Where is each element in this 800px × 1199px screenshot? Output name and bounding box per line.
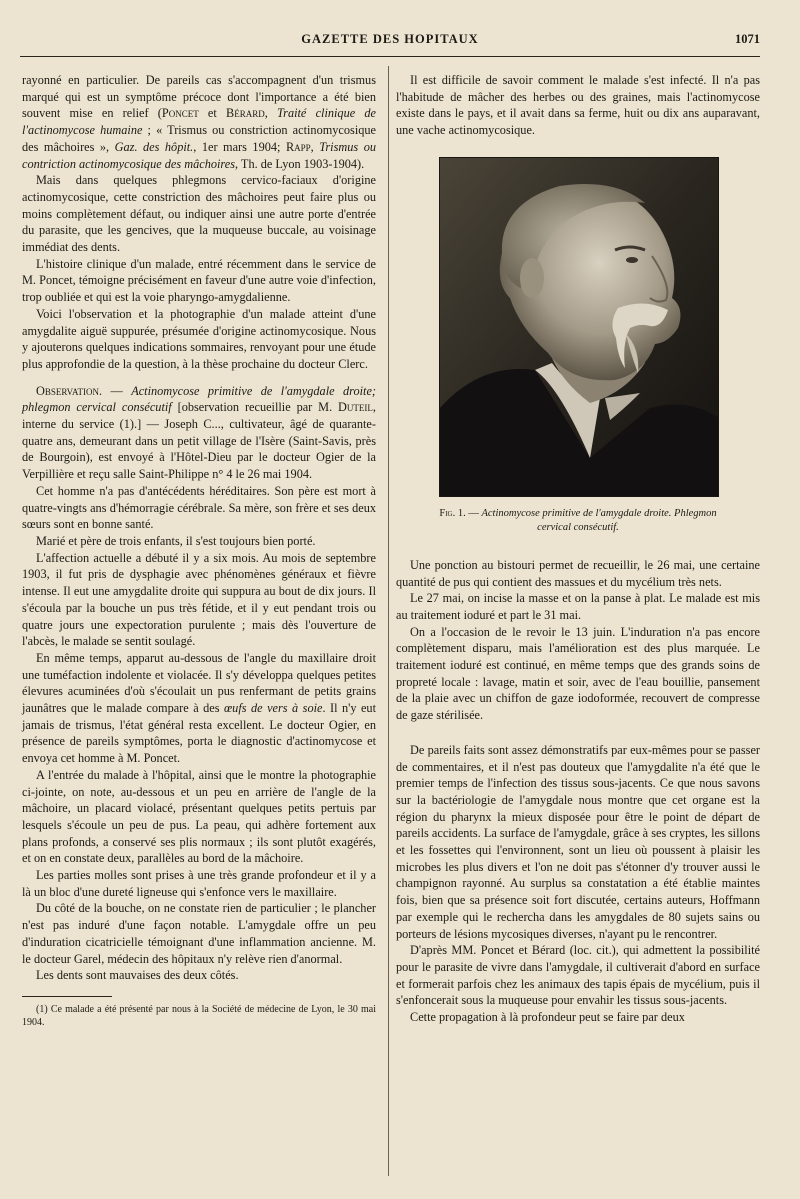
page-number: 1071 <box>735 32 760 46</box>
figure-label: Fig. 1. <box>439 507 466 519</box>
paragraph: Cet homme n'a pas d'antécédents héréditaires. Son père est mort à quatre-vingts ans d'hémorragie cérébrale. Sa mère, son frère et ses deux sœurs sont en bonne santé. <box>22 483 376 532</box>
paragraph: L'histoire clinique d'un malade, entré récemment dans le service de M. Poncet, témoigne précisément en faveur d'une autre voie d'infection, trop oubliée et qui est la voie pharyngo-amygdalienne. <box>22 256 376 305</box>
portrait-image <box>440 158 718 496</box>
paragraph: rayonné en particulier. De pareils cas s'accompagnent d'un trismus marqué qui est un symptôme précoce dont l'importance a été bien souvent mise en relief (Poncet et Bérard, Traité clinique de l'actinomycose humaine ; « Trismus ou constriction actinomycosique des mâchoires », Gaz. des hôpit., 1er mars 1904; Rapp, Trismus ou contriction actinomycosique des mâchoires, Th. de Lyon 1903-1904). <box>22 73 376 171</box>
paragraph: Les parties molles sont prises à une très grande profondeur et il y a là un bloc d'une dureté ligneuse qui s'enfonce vers le maxillaire. <box>22 868 376 899</box>
paragraph: En même temps, apparut au-dessous de l'angle du maxillaire droit une tuméfaction indolente et violacée. Il s'y développa quelques petites élevures acuminées d'où s'écoulait un pus renfermant de petits grains jaunâtres que le malade compare à des œufs de vers à soie. Il n'y eut jamais de trismus, l'état général resta excellent. Le docteur Ogier, en présence de pareils symptômes, porta le diagnostic d'actinomycose et envoya cet homme à M. Poncet. <box>22 650 376 766</box>
paragraph: L'affection actuelle a débuté il y a six mois. Au mois de septembre 1903, il fut pris de dysphagie avec phénomènes généraux et fièvre intense. Il eut une amygdalite droite qui suppura au bout de dix jours. Il s'écoula par la bouche un pus très fétide, et il y eut pendant trois ou quatre jours une expectoration purulente ; mais dès l'ouverture de l'abcès, le malade se sentit soulagé. <box>22 550 376 649</box>
paragraph: Du côté de la bouche, on ne constate rien de particulier ; le plancher n'est pas induré d'une façon notable. L'amygdale offre un peu d'induration cicatricielle témoignant d'une inflammation ancienne. M. le docteur Garel, médecin des hôpitaux n'y relève rien d'anormal. <box>22 901 376 966</box>
paragraph: On a l'occasion de le revoir le 13 juin. L'induration n'a pas encore complètement disparu, mais l'amélioration est des plus marquée. Le traitement ioduré est continué, en même temps que des grands soins de propreté locale : lavage, matin et soir, avec de l'eau bouillie, pansement de la plaie avec un chiffon de gaze iodoformée, recouvert de compresse de gaze stérilisée. <box>396 624 760 723</box>
observation-paragraph: Observation. — Actinomycose primitive de l'amygdale droite; phlegmon cervical consécutif [observation recueillie par M. Duteil, interne du service (1).] — Joseph C..., cultivateur, âgé de quarante-quatre ans, demeurant dans un petit village de l'Isère (Saint-Savis, près de Bourgoin), est envoyé à l'Hôtel-Dieu par le docteur Ogier de la Verpillière et reçu salle Saint-Philippe n° 4 le 26 mai 1904. <box>22 383 376 482</box>
patient-photograph <box>439 157 719 497</box>
footnote-rule <box>22 996 112 997</box>
paragraph: Voici l'observation et la photographie d'un malade atteint d'une amygdalite aiguë suppurée, présumée d'origine actinomycosique. Nous y ajouterons quelques indications sommaires, renvoyant pour une étude plus approfondie de la question, à la thèse prochaine du docteur Clerc. <box>22 306 376 371</box>
paragraph: A l'entrée du malade à l'hôpital, ainsi que le montre la photographie ci-jointe, on note, au-dessous et un peu en arrière de l'angle de la mâchoire, un placard violacé, présentant quelques petits pertuis par lesquels s'écoule un peu de pus. La peau, qui adhère fortement aux plans profonds, a conservé ses plis normaux ; ils sont plutôt exagérés, et on en constate deux, parallèles au bord de la mâchoire. <box>22 767 376 866</box>
right-column <box>396 72 760 1026</box>
observation-title: Actinomycose primitive de l'amygdale droite; phlegmon cervical consécutif <box>22 383 376 415</box>
paragraph: Le 27 mai, on incise la masse et on la panse à plat. Le malade est mis au traitement ioduré et part le 31 mai. <box>396 591 760 622</box>
paragraph: Mais dans quelques phlegmons cervico-faciaux d'origine actinomycosique, cette constriction des mâchoires peut faire plus ou moins complètement défaut, ou indiquer ainsi une autre porte d'entrée du parasite, que les gencives, que la muqueuse buccale, au voisinage immédiat des dents. <box>22 173 376 255</box>
figure-caption: Fig. 1. — Actinomycose primitive de l'amygdale droite. Phlegmon cervical consécutif. <box>439 507 717 533</box>
paragraph: Une ponction au bistouri permet de recueillir, le 26 mai, une certaine quantité de pus qui contient des massues et du mycélium très nets. <box>396 557 760 589</box>
paragraph: Les dents sont mauvaises des deux côtés. <box>36 968 239 983</box>
footnote: (1) Ce malade a été présenté par nous à la Société de médecine de Lyon, le 30 mai 1904. <box>22 1003 376 1028</box>
running-head <box>20 30 760 50</box>
figure-caption-text: Actinomycose primitive de l'amygdale droite. Phlegmon cervical consécutif. <box>481 507 717 533</box>
paragraph: D'après MM. Poncet et Bérard (loc. cit.), qui admettent la possibilité pour le parasite de vivre dans l'amygdale, il cultiverait d'abord en surface et formerait parfois chez les animaux des tapis épais de mycélium, puis il s'enfoncerait sous la muqueuse pour envahir les tissus sous-jacents. <box>396 943 760 1008</box>
paragraph: De pareils faits sont assez démonstratifs par eux-mêmes pour se passer de commentaires, et il n'est pas douteux que l'amygdalite n'a été que le premier temps de l'infection des tissus sous-jacents. Ce que nous savons sur la bactériologie de l'amygdale nous montre que cet organe est la région du pharynx la mieux disposée pour être le point de départ de pareils accidents. La surface de l'amygdale, grâce à ses cryptes, les sillons et les fossettes qui l'environnent, sont un lieu où poussent à plaisir les microbes les plus divers et l'on ne doit pas s'étonner d'y trouver aussi le champignon rayonné. Au surplus sa constatation a été établie maintes fois, bien que sa présence soit fort discutée, certains auteurs, Hoffmann par exemple qui le rechercha dans les amygdales de 80 sujets sains ou porteurs de lésions mycosiques diverses, n'ayant pu le rencontrer. <box>396 742 760 941</box>
paragraph: Cette propagation à là profondeur peut se faire par deux <box>410 1010 685 1025</box>
paragraph: Marié et père de trois enfants, il s'est toujours bien porté. <box>36 533 316 548</box>
paragraph: Il est difficile de savoir comment le malade s'est infecté. Il n'a pas l'habitude de mâcher des herbes ou des graines, mais l'actinomycose existe dans le pays, et il avait dans sa ferme, huit ou dix ans auparavant, une vache actinomycosique. <box>396 73 760 138</box>
header-rule <box>20 56 760 57</box>
left-column <box>22 72 376 1029</box>
figure <box>439 157 717 535</box>
observation-label: Observation. <box>36 383 103 398</box>
column-divider <box>388 66 389 1176</box>
journal-title: GAZETTE DES HOPITAUX <box>301 32 479 46</box>
